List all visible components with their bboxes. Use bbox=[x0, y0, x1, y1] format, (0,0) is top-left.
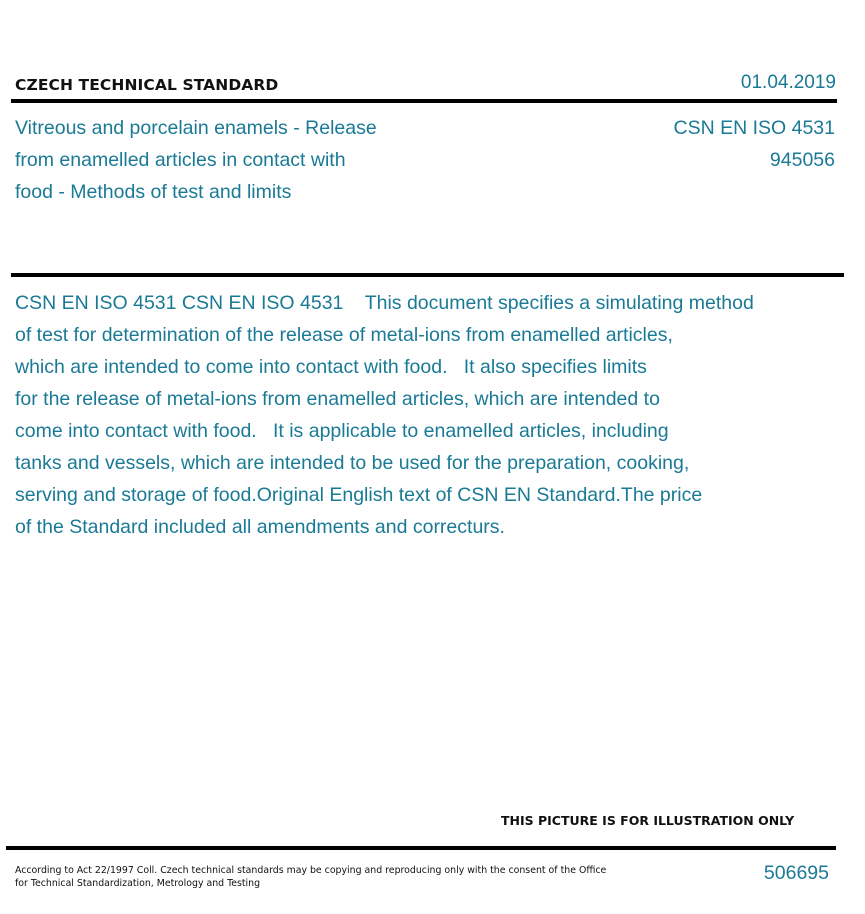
description-line-2: of test for determination of the release of metal-ions from enamelled articles, bbox=[15, 324, 673, 346]
standard-title-line-1: Vitreous and porcelain enamels - Release bbox=[15, 117, 377, 139]
description-line-1: CSN EN ISO 4531 CSN EN ISO 4531 This document specifies a simulating method bbox=[15, 292, 754, 314]
document-number: 506695 bbox=[763, 862, 829, 884]
description-line-3: which are intended to come into contact with food. It also specifies limits bbox=[15, 356, 647, 378]
illustration-disclaimer: THIS PICTURE IS FOR ILLUSTRATION ONLY bbox=[501, 813, 795, 828]
publication-date: 01.04.2019 bbox=[740, 72, 836, 93]
description-line-5: come into contact with food. It is applicable to enamelled articles, including bbox=[15, 420, 669, 442]
description-line-7: serving and storage of food.Original English text of CSN EN Standard.The price bbox=[15, 484, 703, 506]
description-line-6: tanks and vessels, which are intended to be used for the preparation, cooking, bbox=[15, 452, 690, 474]
catalog-number: 945056 bbox=[769, 149, 835, 171]
standard-title-line-3: food - Methods of test and limits bbox=[15, 181, 292, 203]
header-divider bbox=[11, 99, 837, 103]
footer-divider bbox=[6, 846, 836, 850]
description-line-8: of the Standard included all amendments and correcturs. bbox=[15, 516, 505, 538]
description-line-4: for the release of metal-ions from enamelled articles, which are intended to bbox=[15, 388, 660, 410]
legal-notice-line-2: for Technical Standardization, Metrology and Testing bbox=[15, 878, 261, 889]
standard-code: CSN EN ISO 4531 bbox=[673, 117, 835, 139]
legal-notice-line-1: According to Act 22/1997 Coll. Czech technical standards may be copying and reproducing only with the consent of the Office bbox=[15, 865, 607, 876]
standard-title-line-2: from enamelled articles in contact with bbox=[15, 149, 346, 171]
title-divider bbox=[11, 273, 844, 277]
document-type-heading: CZECH TECHNICAL STANDARD bbox=[15, 76, 279, 94]
